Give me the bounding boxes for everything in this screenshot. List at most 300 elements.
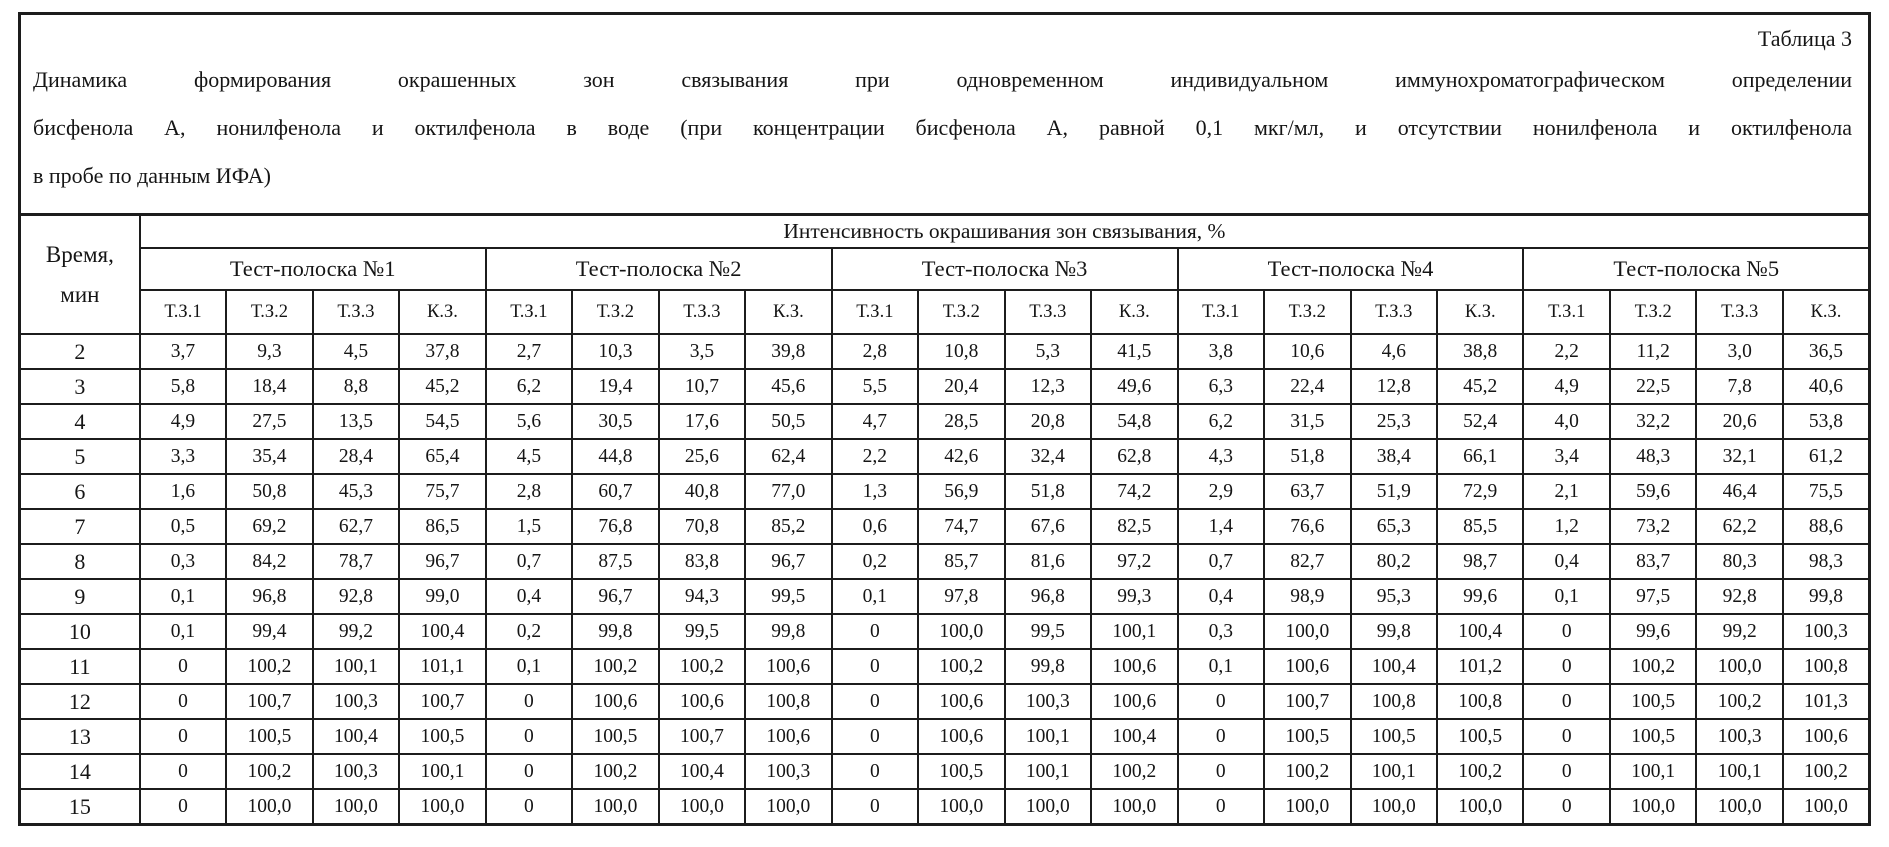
value-cell: 22,5 — [1610, 369, 1696, 404]
value-cell: 92,8 — [313, 579, 399, 614]
table-row — [20, 649, 1870, 684]
value-cell: 0,2 — [486, 614, 572, 649]
value-cell: 96,7 — [399, 544, 485, 579]
value-cell: 4,6 — [1351, 334, 1437, 369]
value-cell: 2,7 — [486, 334, 572, 369]
value-cell: 100,6 — [659, 684, 745, 719]
value-cell: 82,7 — [1264, 544, 1350, 579]
value-cell: 36,5 — [1783, 334, 1870, 369]
value-cell: 4,5 — [486, 439, 572, 474]
value-cell: 100,8 — [1783, 649, 1870, 684]
value-cell: 18,4 — [226, 369, 312, 404]
value-cell: 62,8 — [1091, 439, 1177, 474]
value-cell: 100,3 — [313, 754, 399, 789]
value-cell: 9,3 — [226, 334, 312, 369]
value-cell: 96,8 — [1005, 579, 1091, 614]
time-cell: 13 — [20, 719, 140, 754]
results-table — [18, 213, 1871, 826]
zone-header-cell: Т.З.1 — [140, 290, 226, 334]
value-cell: 0 — [832, 754, 918, 789]
time-cell: 8 — [20, 544, 140, 579]
zone-header-cell: К.З. — [1783, 290, 1870, 334]
table-row — [20, 754, 1870, 789]
value-cell: 4,9 — [140, 404, 226, 439]
table-number-label: Таблица 3 — [1757, 26, 1852, 51]
value-cell: 6,3 — [1178, 369, 1264, 404]
value-cell: 101,2 — [1437, 649, 1523, 684]
value-cell: 59,6 — [1610, 474, 1696, 509]
value-cell: 100,0 — [1696, 789, 1782, 825]
value-cell: 70,8 — [659, 509, 745, 544]
strip-header-1: Тест-полоска №1 — [140, 248, 486, 290]
value-cell: 82,5 — [1091, 509, 1177, 544]
value-cell: 10,8 — [918, 334, 1004, 369]
value-cell: 100,5 — [572, 719, 658, 754]
value-cell: 0 — [832, 684, 918, 719]
value-cell: 0 — [832, 789, 918, 825]
value-cell: 46,4 — [1696, 474, 1782, 509]
value-cell: 75,5 — [1783, 474, 1870, 509]
value-cell: 0 — [832, 719, 918, 754]
value-cell: 49,6 — [1091, 369, 1177, 404]
value-cell: 100,6 — [745, 719, 831, 754]
value-cell: 100,1 — [1091, 614, 1177, 649]
value-cell: 0 — [140, 649, 226, 684]
value-cell: 100,3 — [313, 684, 399, 719]
value-cell: 6,2 — [486, 369, 572, 404]
value-cell: 99,8 — [1351, 614, 1437, 649]
time-cell: 12 — [20, 684, 140, 719]
value-cell: 44,8 — [572, 439, 658, 474]
table-caption-block — [18, 12, 1871, 213]
value-cell: 100,3 — [1696, 719, 1782, 754]
table-row — [20, 439, 1870, 474]
value-cell: 11,2 — [1610, 334, 1696, 369]
value-cell: 100,3 — [1005, 684, 1091, 719]
strip-header-3: Тест-полоска №3 — [832, 248, 1178, 290]
value-cell: 67,6 — [1005, 509, 1091, 544]
value-cell: 0,2 — [832, 544, 918, 579]
strip-header-4: Тест-полоска №4 — [1178, 248, 1524, 290]
value-cell: 100,6 — [745, 649, 831, 684]
zone-header-cell: Т.З.3 — [1696, 290, 1782, 334]
value-cell: 100,2 — [1696, 684, 1782, 719]
value-cell: 2,9 — [1178, 474, 1264, 509]
value-cell: 74,7 — [918, 509, 1004, 544]
value-cell: 40,8 — [659, 474, 745, 509]
value-cell: 8,8 — [313, 369, 399, 404]
value-cell: 99,8 — [1005, 649, 1091, 684]
value-cell: 100,1 — [1005, 719, 1091, 754]
value-cell: 86,5 — [399, 509, 485, 544]
time-cell: 14 — [20, 754, 140, 789]
value-cell: 0 — [832, 649, 918, 684]
value-cell: 0 — [1178, 684, 1264, 719]
value-cell: 100,0 — [1264, 789, 1350, 825]
table-row — [20, 684, 1870, 719]
value-cell: 0,7 — [1178, 544, 1264, 579]
value-cell: 100,4 — [313, 719, 399, 754]
value-cell: 100,0 — [1264, 614, 1350, 649]
value-cell: 100,4 — [1437, 614, 1523, 649]
value-cell: 28,4 — [313, 439, 399, 474]
value-cell: 0,1 — [486, 649, 572, 684]
value-cell: 99,2 — [313, 614, 399, 649]
time-cell: 2 — [20, 334, 140, 369]
value-cell: 85,7 — [918, 544, 1004, 579]
value-cell: 0 — [486, 789, 572, 825]
time-cell: 7 — [20, 509, 140, 544]
value-cell: 0,1 — [140, 579, 226, 614]
value-cell: 17,6 — [659, 404, 745, 439]
value-cell: 22,4 — [1264, 369, 1350, 404]
value-cell: 10,7 — [659, 369, 745, 404]
value-cell: 0,3 — [1178, 614, 1264, 649]
value-cell: 1,5 — [486, 509, 572, 544]
value-cell: 100,2 — [1437, 754, 1523, 789]
value-cell: 2,8 — [832, 334, 918, 369]
value-cell: 100,0 — [399, 789, 485, 825]
value-cell: 38,4 — [1351, 439, 1437, 474]
value-cell: 83,8 — [659, 544, 745, 579]
value-cell: 25,3 — [1351, 404, 1437, 439]
table-row — [20, 789, 1870, 825]
value-cell: 100,2 — [1610, 649, 1696, 684]
value-cell: 0 — [140, 684, 226, 719]
value-cell: 100,0 — [918, 614, 1004, 649]
value-cell: 100,7 — [1264, 684, 1350, 719]
value-cell: 92,8 — [1696, 579, 1782, 614]
zone-header-cell: Т.З.2 — [1610, 290, 1696, 334]
value-cell: 80,3 — [1696, 544, 1782, 579]
value-cell: 5,8 — [140, 369, 226, 404]
value-cell: 100,8 — [1351, 684, 1437, 719]
value-cell: 100,2 — [572, 754, 658, 789]
value-cell: 31,5 — [1264, 404, 1350, 439]
value-cell: 101,1 — [399, 649, 485, 684]
value-cell: 96,7 — [572, 579, 658, 614]
table-row — [20, 614, 1870, 649]
value-cell: 5,3 — [1005, 334, 1091, 369]
value-cell: 20,8 — [1005, 404, 1091, 439]
zone-header-cell: Т.З.3 — [1005, 290, 1091, 334]
zone-header-cell: Т.З.2 — [918, 290, 1004, 334]
value-cell: 83,7 — [1610, 544, 1696, 579]
value-cell: 100,2 — [1091, 754, 1177, 789]
value-cell: 10,3 — [572, 334, 658, 369]
time-cell: 6 — [20, 474, 140, 509]
header-row-strips — [20, 248, 1870, 290]
value-cell: 100,3 — [1783, 614, 1870, 649]
value-cell: 0 — [1523, 789, 1609, 825]
value-cell: 66,1 — [1437, 439, 1523, 474]
value-cell: 27,5 — [226, 404, 312, 439]
value-cell: 0 — [1178, 754, 1264, 789]
value-cell: 0,4 — [486, 579, 572, 614]
value-cell: 100,7 — [226, 684, 312, 719]
value-cell: 99,5 — [1005, 614, 1091, 649]
value-cell: 0,1 — [832, 579, 918, 614]
value-cell: 87,5 — [572, 544, 658, 579]
value-cell: 100,3 — [745, 754, 831, 789]
value-cell: 5,6 — [486, 404, 572, 439]
value-cell: 4,9 — [1523, 369, 1609, 404]
value-cell: 100,0 — [1091, 789, 1177, 825]
value-cell: 63,7 — [1264, 474, 1350, 509]
value-cell: 56,9 — [918, 474, 1004, 509]
value-cell: 100,5 — [1437, 719, 1523, 754]
value-cell: 81,6 — [1005, 544, 1091, 579]
zone-header-cell: Т.З.2 — [226, 290, 312, 334]
value-cell: 100,0 — [1005, 789, 1091, 825]
intensity-header: Интенсивность окрашивания зон связывания, % — [140, 215, 1870, 249]
value-cell: 100,5 — [399, 719, 485, 754]
table-row — [20, 334, 1870, 369]
value-cell: 100,6 — [1264, 649, 1350, 684]
table-row — [20, 579, 1870, 614]
value-cell: 45,2 — [399, 369, 485, 404]
value-cell: 62,4 — [745, 439, 831, 474]
value-cell: 100,0 — [659, 789, 745, 825]
zone-header-cell: Т.З.1 — [486, 290, 572, 334]
value-cell: 99,8 — [745, 614, 831, 649]
value-cell: 1,4 — [1178, 509, 1264, 544]
value-cell: 77,0 — [745, 474, 831, 509]
strip-header-2: Тест-полоска №2 — [486, 248, 832, 290]
zone-header-cell: К.З. — [399, 290, 485, 334]
value-cell: 98,3 — [1783, 544, 1870, 579]
value-cell: 100,2 — [918, 649, 1004, 684]
value-cell: 12,3 — [1005, 369, 1091, 404]
value-cell: 32,1 — [1696, 439, 1782, 474]
value-cell: 100,6 — [918, 684, 1004, 719]
value-cell: 0 — [1523, 614, 1609, 649]
caption-line-1: Динамика формирования окрашенных зон связывания при одновременном индивидуальном иммунохроматографическом определении — [33, 67, 1852, 92]
value-cell: 99,3 — [1091, 579, 1177, 614]
value-cell: 100,0 — [1351, 789, 1437, 825]
value-cell: 4,5 — [313, 334, 399, 369]
time-cell: 5 — [20, 439, 140, 474]
value-cell: 69,2 — [226, 509, 312, 544]
zone-header-cell: Т.З.1 — [1178, 290, 1264, 334]
value-cell: 0,3 — [140, 544, 226, 579]
table-header — [20, 215, 1870, 335]
value-cell: 99,8 — [572, 614, 658, 649]
value-cell: 96,8 — [226, 579, 312, 614]
value-cell: 100,1 — [399, 754, 485, 789]
value-cell: 5,5 — [832, 369, 918, 404]
value-cell: 0 — [140, 789, 226, 825]
value-cell: 32,2 — [1610, 404, 1696, 439]
value-cell: 60,7 — [572, 474, 658, 509]
value-cell: 37,8 — [399, 334, 485, 369]
value-cell: 30,5 — [572, 404, 658, 439]
value-cell: 3,5 — [659, 334, 745, 369]
value-cell: 2,2 — [832, 439, 918, 474]
value-cell: 98,9 — [1264, 579, 1350, 614]
value-cell: 0,1 — [1523, 579, 1609, 614]
value-cell: 1,6 — [140, 474, 226, 509]
value-cell: 0,1 — [140, 614, 226, 649]
value-cell: 85,5 — [1437, 509, 1523, 544]
value-cell: 0,7 — [486, 544, 572, 579]
value-cell: 12,8 — [1351, 369, 1437, 404]
time-cell: 11 — [20, 649, 140, 684]
value-cell: 100,8 — [745, 684, 831, 719]
value-cell: 98,7 — [1437, 544, 1523, 579]
value-cell: 6,2 — [1178, 404, 1264, 439]
value-cell: 100,0 — [226, 789, 312, 825]
value-cell: 3,3 — [140, 439, 226, 474]
value-cell: 61,2 — [1783, 439, 1870, 474]
value-cell: 100,1 — [1696, 754, 1782, 789]
value-cell: 100,1 — [1610, 754, 1696, 789]
value-cell: 100,7 — [399, 684, 485, 719]
time-cell: 10 — [20, 614, 140, 649]
value-cell: 2,2 — [1523, 334, 1609, 369]
value-cell: 100,8 — [1437, 684, 1523, 719]
value-cell: 51,9 — [1351, 474, 1437, 509]
zone-header-cell: К.З. — [1091, 290, 1177, 334]
value-cell: 62,2 — [1696, 509, 1782, 544]
value-cell: 20,4 — [918, 369, 1004, 404]
value-cell: 52,4 — [1437, 404, 1523, 439]
value-cell: 45,6 — [745, 369, 831, 404]
value-cell: 0 — [140, 719, 226, 754]
value-cell: 100,4 — [399, 614, 485, 649]
value-cell: 13,5 — [313, 404, 399, 439]
value-cell: 0 — [140, 754, 226, 789]
value-cell: 100,4 — [1091, 719, 1177, 754]
value-cell: 100,4 — [1351, 649, 1437, 684]
value-cell: 0 — [832, 614, 918, 649]
value-cell: 45,3 — [313, 474, 399, 509]
value-cell: 100,6 — [1091, 684, 1177, 719]
value-cell: 100,0 — [1696, 649, 1782, 684]
time-header-line-2: мин — [60, 281, 100, 307]
time-cell: 9 — [20, 579, 140, 614]
value-cell: 74,2 — [1091, 474, 1177, 509]
value-cell: 88,6 — [1783, 509, 1870, 544]
value-cell: 0,4 — [1523, 544, 1609, 579]
value-cell: 3,4 — [1523, 439, 1609, 474]
value-cell: 99,4 — [226, 614, 312, 649]
value-cell: 100,0 — [918, 789, 1004, 825]
value-cell: 80,2 — [1351, 544, 1437, 579]
value-cell: 10,6 — [1264, 334, 1350, 369]
value-cell: 100,0 — [1437, 789, 1523, 825]
value-cell: 3,8 — [1178, 334, 1264, 369]
value-cell: 28,5 — [918, 404, 1004, 439]
value-cell: 76,6 — [1264, 509, 1350, 544]
zone-header-cell: Т.З.3 — [1351, 290, 1437, 334]
value-cell: 100,0 — [1783, 789, 1870, 825]
value-cell: 75,7 — [399, 474, 485, 509]
value-cell: 100,2 — [226, 754, 312, 789]
value-cell: 100,2 — [1783, 754, 1870, 789]
value-cell: 85,2 — [745, 509, 831, 544]
zone-header-cell: Т.З.1 — [1523, 290, 1609, 334]
value-cell: 54,8 — [1091, 404, 1177, 439]
value-cell: 4,7 — [832, 404, 918, 439]
value-cell: 78,7 — [313, 544, 399, 579]
value-cell: 50,8 — [226, 474, 312, 509]
table-row — [20, 474, 1870, 509]
table-row — [20, 404, 1870, 439]
zone-header-cell: Т.З.3 — [659, 290, 745, 334]
value-cell: 100,0 — [745, 789, 831, 825]
time-cell: 15 — [20, 789, 140, 825]
value-cell: 97,2 — [1091, 544, 1177, 579]
value-cell: 0,4 — [1178, 579, 1264, 614]
value-cell: 65,3 — [1351, 509, 1437, 544]
header-row-intensity — [20, 215, 1870, 249]
value-cell: 99,6 — [1610, 614, 1696, 649]
zone-header-row — [20, 290, 1870, 334]
value-cell: 99,5 — [659, 614, 745, 649]
value-cell: 3,0 — [1696, 334, 1782, 369]
value-cell: 0 — [1523, 649, 1609, 684]
value-cell: 100,1 — [313, 649, 399, 684]
time-cell: 3 — [20, 369, 140, 404]
value-cell: 100,2 — [1264, 754, 1350, 789]
table-row — [20, 719, 1870, 754]
value-cell: 38,8 — [1437, 334, 1523, 369]
value-cell: 73,2 — [1610, 509, 1696, 544]
value-cell: 62,7 — [313, 509, 399, 544]
value-cell: 100,7 — [659, 719, 745, 754]
value-cell: 99,8 — [1783, 579, 1870, 614]
caption-line-2: бисфенола А, нонилфенола и октилфенола в воде (при концентрации бисфенола А, равной 0,1 мкг/мл, и отсутствии нонилфенола и октилфенола — [33, 115, 1852, 140]
time-cell: 4 — [20, 404, 140, 439]
value-cell: 97,8 — [918, 579, 1004, 614]
value-cell: 100,0 — [313, 789, 399, 825]
value-cell: 97,5 — [1610, 579, 1696, 614]
value-cell: 0 — [1178, 719, 1264, 754]
value-cell: 0,6 — [832, 509, 918, 544]
zone-header-cell: К.З. — [1437, 290, 1523, 334]
value-cell: 45,2 — [1437, 369, 1523, 404]
value-cell: 0,1 — [1178, 649, 1264, 684]
value-cell: 19,4 — [572, 369, 658, 404]
table-row — [20, 509, 1870, 544]
value-cell: 41,5 — [1091, 334, 1177, 369]
value-cell: 100,1 — [1351, 754, 1437, 789]
value-cell: 100,0 — [1610, 789, 1696, 825]
value-cell: 100,6 — [1091, 649, 1177, 684]
value-cell: 32,4 — [1005, 439, 1091, 474]
value-cell: 100,5 — [918, 754, 1004, 789]
value-cell: 94,3 — [659, 579, 745, 614]
value-cell: 4,3 — [1178, 439, 1264, 474]
caption-line-3: в пробе по данным ИФА) — [33, 163, 271, 188]
table-body — [20, 334, 1870, 825]
value-cell: 54,5 — [399, 404, 485, 439]
value-cell: 100,5 — [1610, 719, 1696, 754]
value-cell: 2,8 — [486, 474, 572, 509]
value-cell: 100,6 — [572, 684, 658, 719]
zone-header-cell: Т.З.2 — [572, 290, 658, 334]
value-cell: 48,3 — [1610, 439, 1696, 474]
value-cell: 76,8 — [572, 509, 658, 544]
value-cell: 25,6 — [659, 439, 745, 474]
zone-header-cell: Т.З.3 — [313, 290, 399, 334]
value-cell: 100,2 — [226, 649, 312, 684]
value-cell: 0 — [486, 684, 572, 719]
value-cell: 0,5 — [140, 509, 226, 544]
time-header-line-1: Время, — [45, 241, 114, 267]
value-cell: 1,3 — [832, 474, 918, 509]
